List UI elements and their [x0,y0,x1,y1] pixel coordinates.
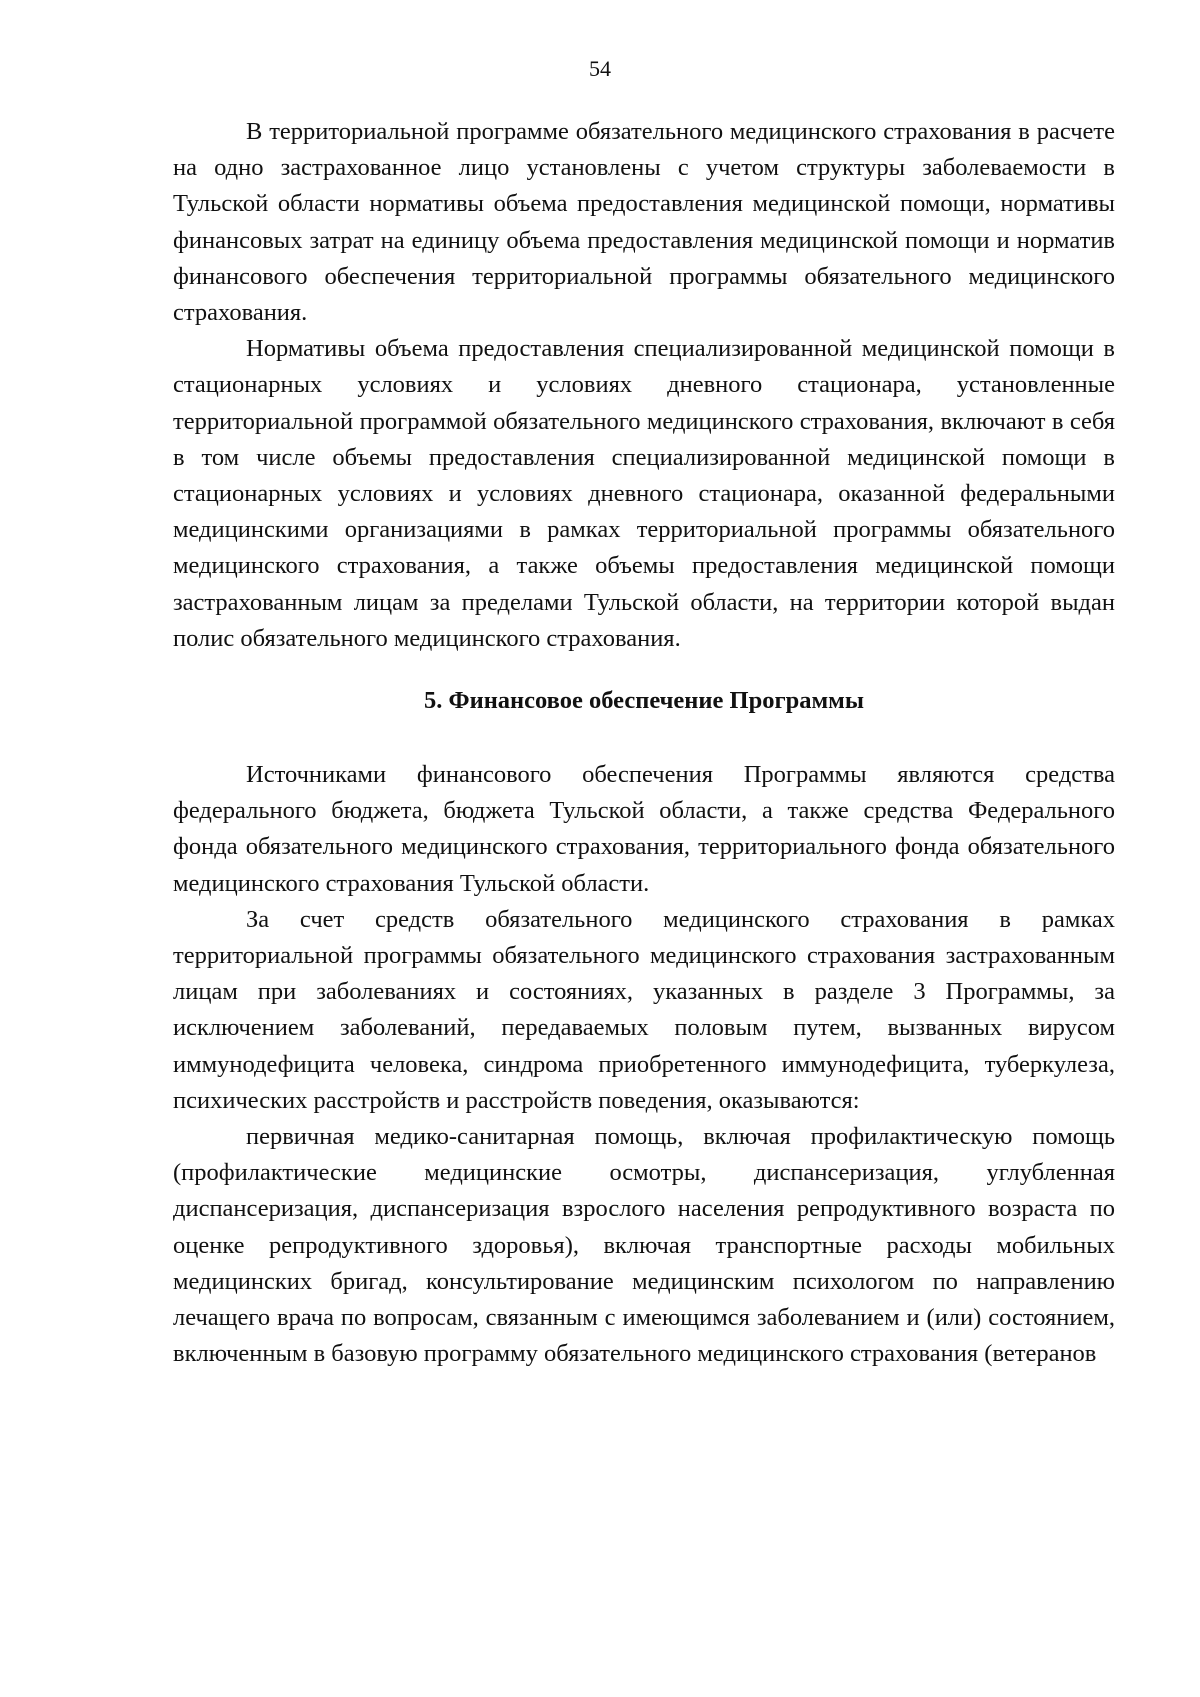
paragraph-oms-services: За счет средств обязательного медицинского страхования в рамках территориальной программы обязательного медицинского страхования застрахованным лицам при заболеваниях и состояниях, указанных в разделе 3 Программы, за исключением заболеваний, передаваемых половым путем, вызванных вирусом иммунодефицита человека, синдрома приобретенного иммунодефицита, туберкулеза, психических расстройств и расстройств поведения, оказываются: [173,905,1115,1114]
section-title: 5. Финансовое обеспечение Программы [424,687,864,715]
paragraph-primary-care: первичная медико-санитарная помощь, включая профилактическую помощь (профилактические медицинские осмотры, диспансеризация, углубленная диспансеризация, диспансеризация взрослого населения репродуктивного возраста по оценке репродуктивного здоровья), включая транспортные расходы мобильных медицинских бригад, консультирование медицинским психологом по направлению лечащего врача по вопросам, связанным с имеющимся заболеванием и (или) состоянием, включенным в базовую программу обязательного медицинского страхования (ветеранов [173,1123,1115,1368]
document-body [173,114,1115,1373]
paragraph-norms-territorial: В территориальной программе обязательного медицинского страхования в расчете на одно застрахованное лицо установлены с учетом структуры заболеваемости в Тульской области нормативы объема предоставления медицинской помощи, нормативы финансовых затрат на единицу объема предоставления медицинской помощи и норматив финансового обеспечения территориальной программы обязательного медицинского страхования. [173,118,1115,327]
paragraph-funding-sources: Источниками финансового обеспечения Программы являются средства федерального бюджета, бюджета Тульской области, а также средства Федерального фонда обязательного медицинского страхования, территориального фонда обязательного медицинского страхования Тульской области. [173,761,1115,897]
page-number: 54 [589,56,611,81]
paragraph-specialized-care-volume: Нормативы объема предоставления специализированной медицинской помощи в стационарных условиях и условиях дневного стационара, установленные территориальной программой обязательного медицинского страхования, включают в себя в том числе объемы предоставления специализированной медицинской помощи в стационарных условиях и условиях дневного стационара, оказанной федеральными медицинскими организациями в рамках территориальной программы обязательного медицинского страхования, а также объемы предоставления медицинской помощи застрахованным лицам за пределами Тульской области, на территории которой выдан полис обязательного медицинского страхования. [173,335,1115,652]
